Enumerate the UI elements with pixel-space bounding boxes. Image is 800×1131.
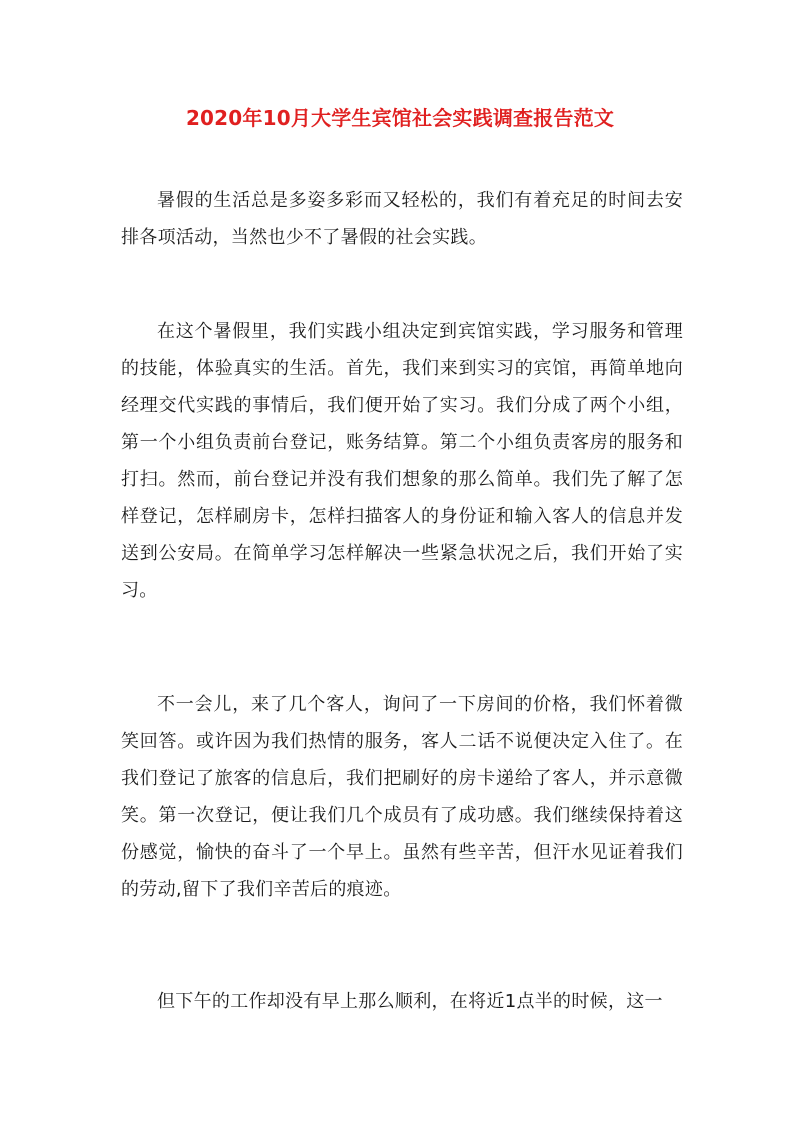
paragraph-4: 但下午的工作却没有早上那么顺利，在将近1点半的时候，这一 [157,991,663,1012]
paragraph-1: 暑假的生活总是多姿多彩而又轻松的，我们有着充足的时间去安排各项活动，当然也少不了暑假的社会实践。 [121,190,683,248]
paragraph-2: 在这个暑假里，我们实践小组决定到宾馆实践，学习服务和管理的技能，体验真实的生活。首先，我们来到实习的宾馆，再简单地向经理交代实践的事情后，我们便开始了实习。我们分成了两个小组，第一个小组负责前台登记，账务结算。第二个小组负责客房的服务和打扫。然而，前台登记并没有我们想象的那么简单。我们先了解了怎样登记，怎样刷房卡，怎样扫描客人的身份证和输入客人的信息并发送到公安局。在简单学习怎样解决一些紧急状况之后，我们开始了实习。 [121,321,683,601]
paragraph-3: 不一会儿，来了几个客人，询问了一下房间的价格，我们怀着微笑回答。或许因为我们热情的服务，客人二话不说便决定入住了。在我们登记了旅客的信息后，我们把刷好的房卡递给了客人，并示意微笑。第一次登记，便让我们几个成员有了成功感。我们继续保持着这份感觉，愉快的奋斗了一个早上。虽然有些辛苦，但汗水见证着我们的劳动,留下了我们辛苦后的痕迹。 [121,694,683,900]
document-title: 2020年10月大学生宾馆社会实践调查报告范文 [185,106,615,130]
